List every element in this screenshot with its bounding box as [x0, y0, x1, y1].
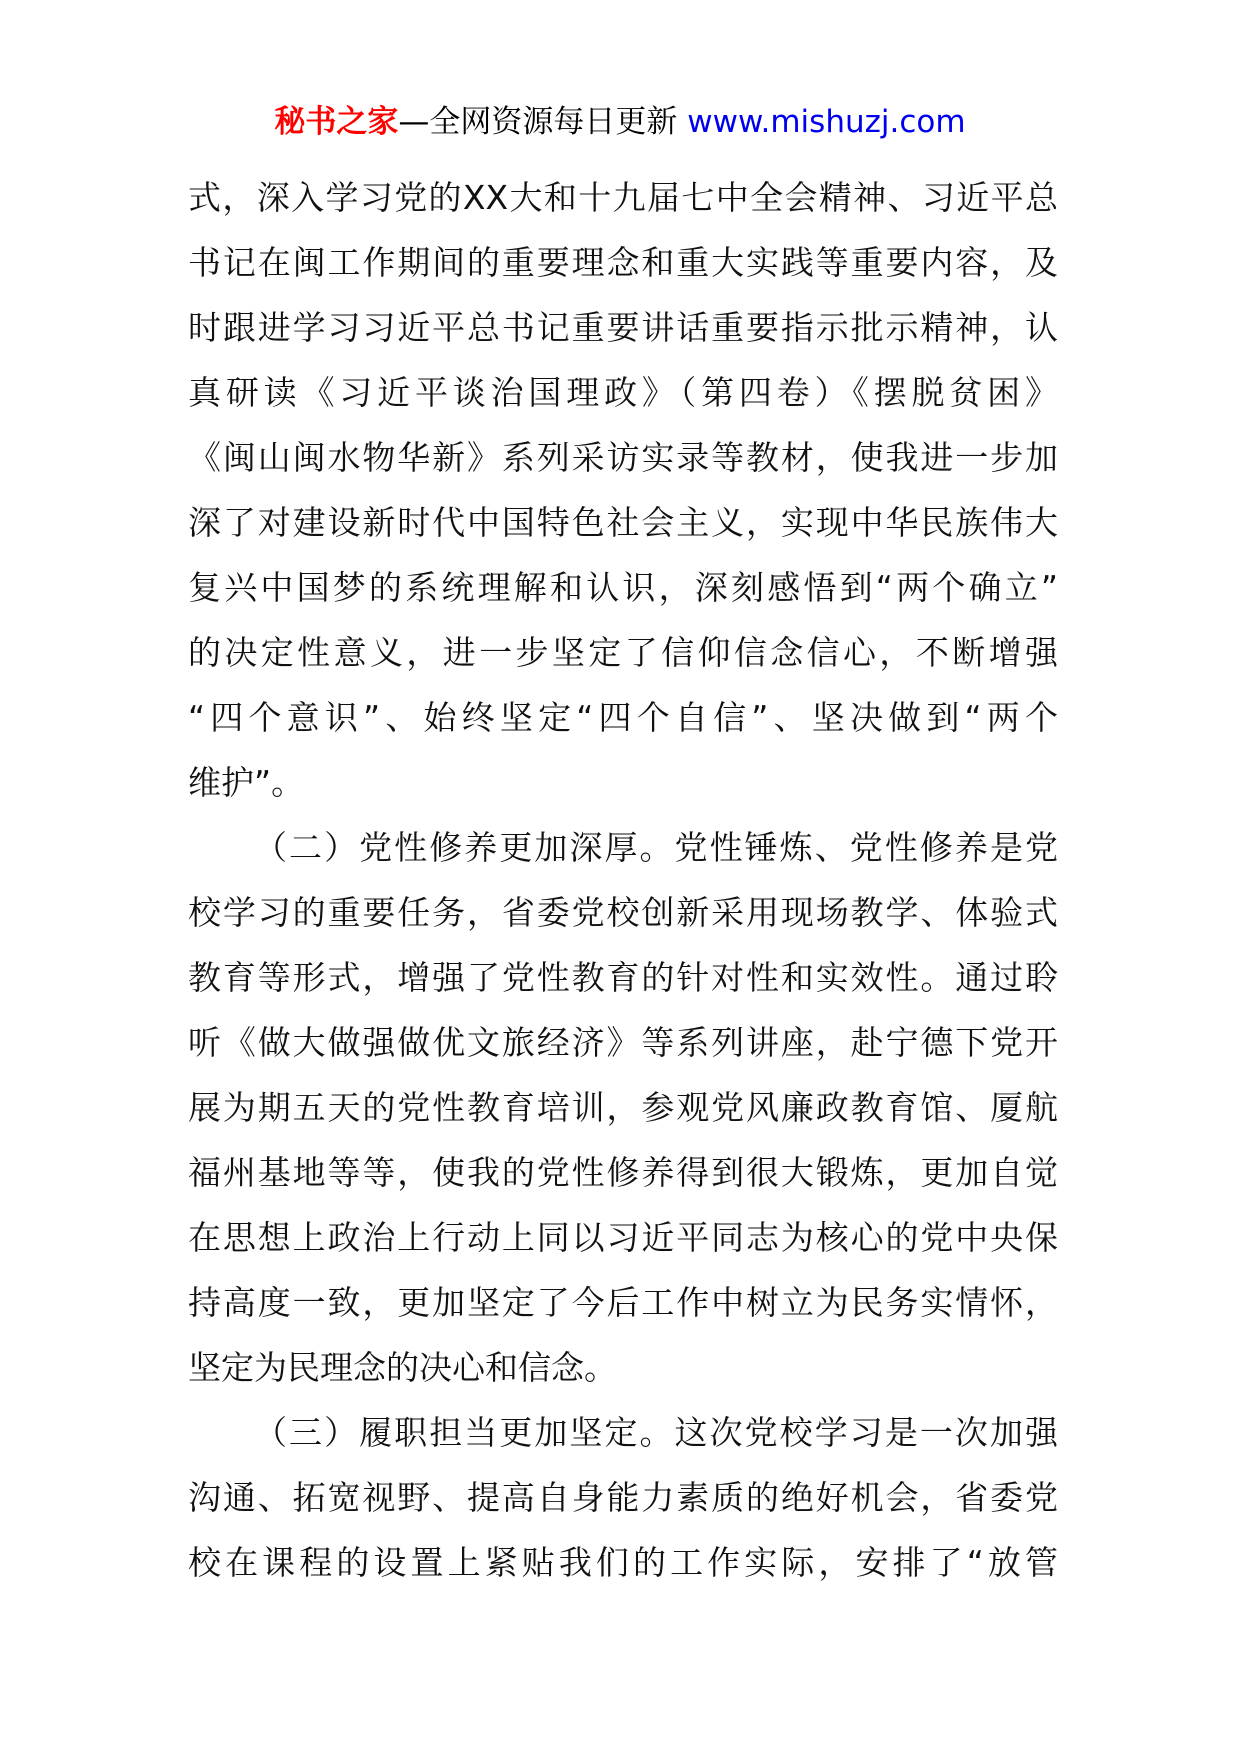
text-line: 在思想上政治上行动上同以习近平同志为核心的党中央保 [188, 1218, 1058, 1257]
header-url-link[interactable]: www.mishuzj.com [687, 104, 966, 140]
text-line: 书记在闽工作期间的重要理念和重大实践等重要内容，及 [188, 243, 1058, 282]
text-line: 沟通、拓宽视野、提高自身能力素质的绝好机会，省委党 [188, 1478, 1058, 1517]
text-line: 听《做大做强做优文旅经济》等系列讲座，赴宁德下党开 [188, 1023, 1058, 1062]
brand-name: 秘书之家 [274, 104, 399, 140]
section-heading-line: （二）党性修养更加深厚。党性锤炼、党性修养是党 [254, 828, 1058, 867]
text-line: 校学习的重要任务，省委党校创新采用现场教学、体验式 [188, 893, 1058, 932]
document-body [188, 165, 1058, 1595]
text-line: 校在课程的设置上紧贴我们的工作实际，安排了“放管 [188, 1543, 1058, 1582]
text-line: 持高度一致，更加坚定了今后工作中树立为民务实情怀， [188, 1283, 1058, 1322]
text-line: 《闽山闽水物华新》系列采访实录等教材，使我进一步加 [188, 438, 1058, 477]
text-line: 维护”。 [188, 763, 305, 802]
page-header [0, 102, 1240, 142]
text-line: 的决定性意义，进一步坚定了信仰信念信心，不断增强 [188, 633, 1058, 672]
text-line: 时跟进学习习近平总书记重要讲话重要指示批示精神，认 [188, 308, 1058, 347]
text-line: 教育等形式，增强了党性教育的针对性和实效性。通过聆 [188, 958, 1058, 997]
header-tagline: —全网资源每日更新 [398, 104, 678, 140]
text-line: “四个意识”、始终坚定“四个自信”、坚决做到“两个 [188, 698, 1058, 737]
text-line: 坚定为民理念的决心和信念。 [188, 1348, 617, 1387]
text-line: 复兴中国梦的系统理解和认识，深刻感悟到“两个确立” [188, 568, 1058, 607]
text-line: 福州基地等等，使我的党性修养得到很大锻炼，更加自觉 [188, 1153, 1058, 1192]
text-line: 深了对建设新时代中国特色社会主义，实现中华民族伟大 [188, 503, 1058, 542]
text-line: 真研读《习近平谈治国理政》（第四卷）《摆脱贫困》 [188, 373, 1058, 412]
text-line: 式，深入学习党的XX大和十九届七中全会精神、习近平总 [188, 178, 1058, 217]
section-heading-line: （三）履职担当更加坚定。这次党校学习是一次加强 [254, 1413, 1058, 1452]
text-line: 展为期五天的党性教育培训，参观党风廉政教育馆、厦航 [188, 1088, 1058, 1127]
